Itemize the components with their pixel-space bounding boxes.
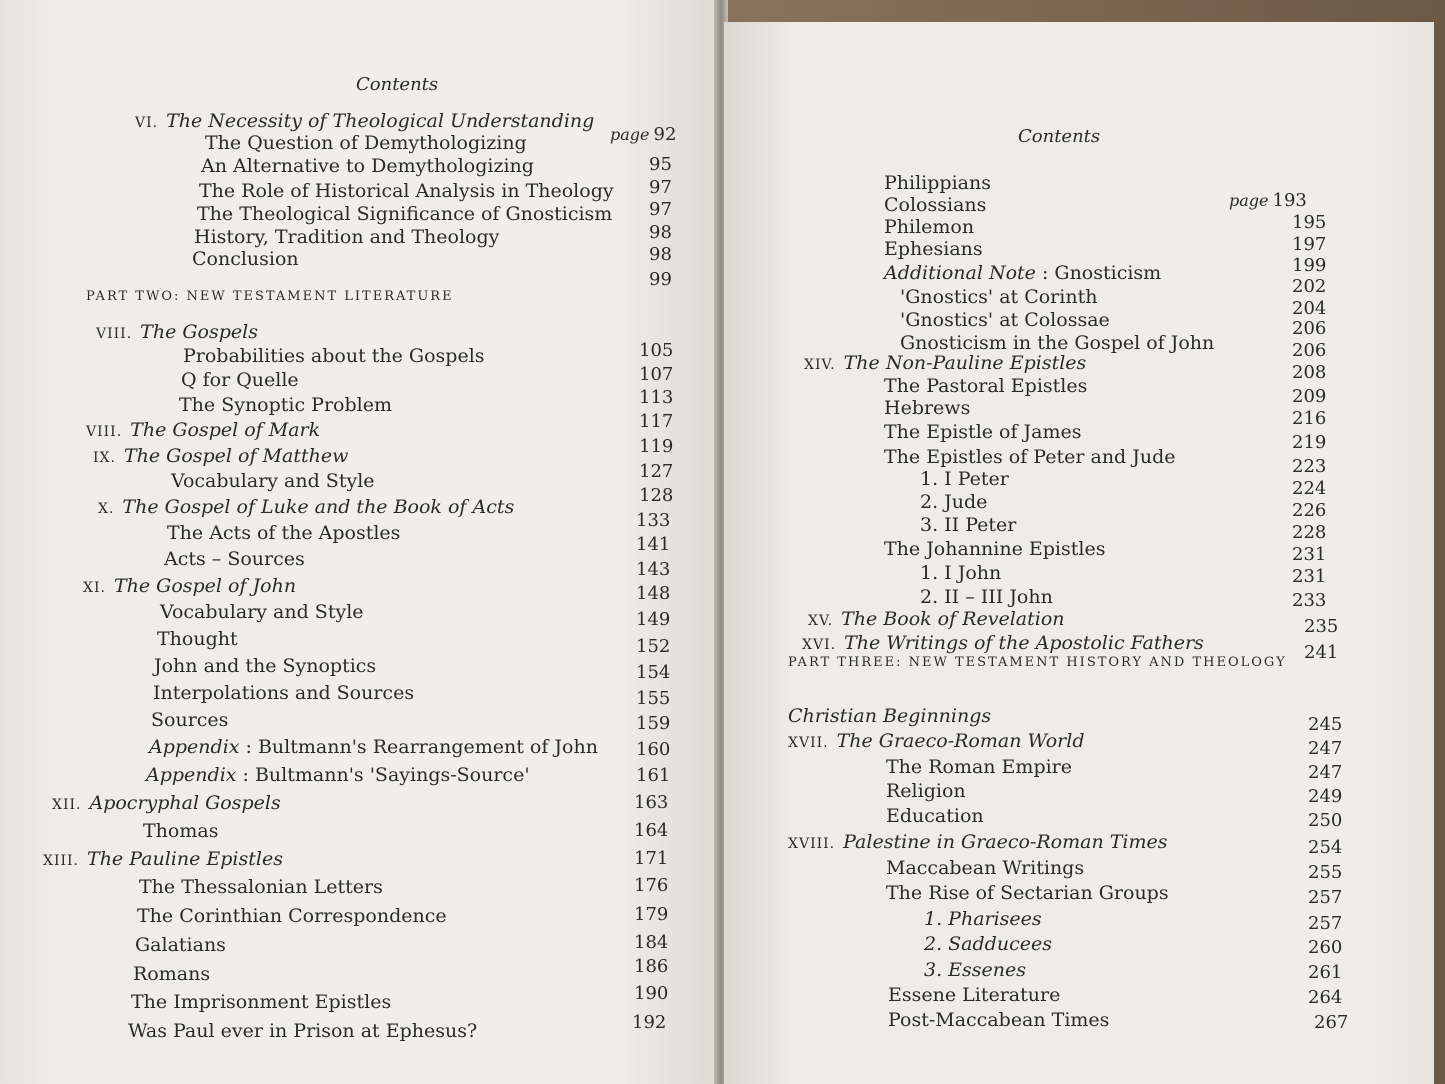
toc-entry (135, 110, 594, 134)
page-number (1308, 962, 1342, 983)
toc-entry (192, 248, 299, 270)
entry-title: The Roman Empire (886, 756, 1073, 778)
entry-title: Gnosticism in the Gospel of John (900, 332, 1215, 354)
toc-entry (179, 394, 392, 416)
entry-title: The Graeco-Roman World (836, 730, 1085, 752)
entry-title: 1. I Peter (920, 468, 1009, 490)
page-number (1292, 276, 1326, 297)
page-number (639, 436, 673, 457)
entry-title: Acts – Sources (164, 548, 305, 570)
entry-title: The Gospels (140, 321, 258, 343)
page-number (1292, 318, 1326, 339)
entry-title: : Bultmann's 'Sayings-Source' (236, 764, 530, 786)
page-value: 99 (649, 269, 672, 290)
page-value: 267 (1314, 1012, 1349, 1033)
page-value: 255 (1308, 862, 1343, 883)
page-value: 155 (636, 688, 671, 709)
page-number (634, 904, 668, 925)
page-value: 195 (1292, 212, 1327, 233)
page-value: 133 (636, 510, 671, 531)
toc-entry (164, 548, 305, 570)
page-value: 226 (1292, 500, 1327, 521)
page-value: 164 (634, 820, 669, 841)
page-value: 163 (634, 792, 669, 813)
page-value: 186 (634, 956, 669, 977)
page-number (634, 820, 668, 841)
page-number (639, 364, 673, 385)
chapter-number: VIII. (96, 326, 133, 342)
page-value: 228 (1292, 522, 1327, 543)
page-number (1308, 837, 1342, 858)
page-number (636, 739, 670, 760)
page-value: 127 (639, 461, 674, 482)
page-number (1292, 340, 1326, 361)
toc-entry (160, 601, 364, 623)
page-value: 199 (1292, 255, 1327, 276)
chapter-number: XII. (52, 797, 82, 813)
page-value: 261 (1308, 962, 1343, 983)
page-number (634, 932, 668, 953)
entry-title: The Epistles of Peter and Jude (884, 446, 1176, 468)
entry-prefix: Appendix (146, 764, 237, 786)
page-value: 184 (634, 932, 669, 953)
page-number (634, 792, 668, 813)
toc-entry (884, 194, 986, 216)
page-number (649, 199, 672, 220)
page-number (636, 662, 670, 683)
page-value: 152 (636, 636, 671, 657)
page-value: 254 (1308, 837, 1343, 858)
toc-entry (900, 286, 1097, 308)
entry-title: Essene Literature (888, 984, 1061, 1006)
page-value: 98 (649, 222, 672, 243)
page-value: 250 (1308, 810, 1343, 831)
page-number (1292, 566, 1326, 587)
page-value: 257 (1308, 887, 1343, 908)
entry-title: The Pauline Epistles (87, 848, 283, 870)
page-value: 149 (636, 609, 671, 630)
page-number (1292, 234, 1326, 255)
toc-entry (788, 730, 1084, 754)
toc-entry (886, 756, 1072, 778)
toc-entry (98, 496, 514, 520)
page-value: 171 (634, 848, 669, 869)
entry-title: Probabilities about the Gospels (183, 345, 485, 367)
toc-entry (146, 764, 530, 786)
page-value: 197 (1292, 234, 1327, 255)
entry-title: Hebrews (884, 397, 971, 419)
toc-entry (149, 736, 598, 758)
page-number (1304, 642, 1338, 663)
page-number (1292, 298, 1326, 319)
toc-entry (886, 882, 1169, 904)
page-value: 219 (1292, 432, 1327, 453)
chapter-number: VIII. (86, 424, 123, 440)
entry-title: Religion (886, 780, 966, 802)
entry-title: The Question of Demythologizing (205, 132, 527, 154)
page-number (636, 534, 670, 555)
page-value: 257 (1308, 913, 1343, 934)
page-number (639, 485, 673, 506)
page-value: 209 (1292, 386, 1327, 407)
entry-title: : Bultmann's Rearrangement of John (239, 736, 598, 758)
page-number (1308, 810, 1342, 831)
toc-entry (884, 397, 970, 419)
entry-title: : Gnosticism (1035, 262, 1162, 284)
page-value: 176 (634, 875, 669, 896)
toc-entry (43, 848, 283, 872)
toc-entry (884, 238, 983, 260)
page-value: 105 (639, 340, 674, 361)
toc-entry (137, 905, 447, 927)
toc-entry (96, 321, 258, 345)
entry-title: Post-Maccabean Times (888, 1009, 1110, 1031)
page-value: 216 (1292, 408, 1327, 429)
toc-entry (788, 831, 1168, 855)
entry-title: Ephesians (884, 238, 983, 260)
entry-title: Education (886, 805, 984, 827)
entry-title: The Pastoral Epistles (884, 375, 1088, 397)
page-value: 192 (632, 1012, 667, 1033)
entry-title: Colossians (884, 194, 987, 216)
page-value: 92 (653, 124, 677, 145)
page-value: 193 (1272, 190, 1307, 211)
entry-title: 2. Jude (920, 491, 988, 513)
page-value: 204 (1292, 298, 1327, 319)
page-number (1292, 212, 1326, 233)
entry-title: 'Gnostics' at Corinth (900, 286, 1098, 308)
page-number (1308, 987, 1342, 1008)
page-value: 247 (1308, 738, 1343, 759)
toc-entry (920, 514, 1016, 536)
page-value: 235 (1304, 616, 1339, 637)
page-number (1292, 408, 1326, 429)
page-value: 117 (639, 411, 674, 432)
part-two-heading: PART TWO: NEW TESTAMENT LITERATURE (86, 289, 454, 304)
page-number (1292, 522, 1326, 543)
page-number (610, 124, 676, 145)
toc-entry (86, 419, 320, 443)
page-value: 233 (1292, 590, 1327, 611)
toc-entry (888, 984, 1060, 1006)
right-page-header: Contents (1018, 126, 1101, 147)
page-number (636, 559, 670, 580)
page-value: 245 (1308, 714, 1343, 735)
page-number (1292, 500, 1326, 521)
toc-entry (920, 468, 1009, 490)
page-number (639, 411, 673, 432)
entry-title: The Role of Historical Analysis in Theology (199, 180, 614, 202)
entry-title: Q for Quelle (181, 369, 299, 391)
chapter-number: IX. (93, 450, 116, 466)
entry-title: Sources (151, 709, 229, 731)
entry-title: The Necessity of Theological Understanding (166, 110, 595, 132)
entry-title: Vocabulary and Style (171, 470, 375, 492)
page-number (632, 1012, 666, 1033)
toc-entry (808, 608, 1065, 632)
page-value: 113 (639, 387, 674, 408)
toc-entry (924, 908, 1042, 930)
entry-title: The Non-Pauline Epistles (843, 352, 1087, 374)
entry-title: The Gospel of John (113, 575, 297, 597)
page-number (1292, 386, 1326, 407)
page-value: 107 (639, 364, 674, 385)
page-value: 206 (1292, 318, 1327, 339)
entry-title: 1. I John (920, 562, 1002, 584)
chapter-number: XV. (808, 613, 834, 629)
entry-prefix: Additional Note (884, 262, 1036, 284)
toc-entry (133, 963, 210, 985)
toc-entry (920, 586, 1053, 608)
page-number (649, 154, 672, 175)
page-number (1292, 362, 1326, 383)
page-value: 231 (1292, 566, 1327, 587)
page-number (1304, 616, 1338, 637)
entry-title: The Acts of the Apostles (167, 522, 401, 544)
page-value: 154 (636, 662, 671, 683)
entry-title: The Epistle of James (884, 421, 1082, 443)
page-number (649, 269, 672, 290)
page-value: 247 (1308, 762, 1343, 783)
entry-title: 3. II Peter (920, 514, 1017, 536)
page-number (649, 222, 672, 243)
page-number (1308, 887, 1342, 908)
page-value: 224 (1292, 478, 1327, 499)
toc-entry (157, 628, 238, 650)
page-value: 208 (1292, 362, 1327, 383)
entry-title: Vocabulary and Style (160, 601, 364, 623)
part-three-heading: PART THREE: NEW TESTAMENT HISTORY AND THEOLOGY (788, 655, 1287, 670)
toc-entry (884, 421, 1082, 443)
page-number (636, 713, 670, 734)
toc-entry (888, 1009, 1109, 1031)
page-number (634, 875, 668, 896)
toc-entry (197, 203, 612, 225)
entry-title: Romans (133, 963, 211, 985)
toc-entry (900, 309, 1110, 331)
entry-title: The Johannine Epistles (884, 538, 1106, 560)
page-value: 231 (1292, 544, 1327, 565)
toc-entry (139, 876, 383, 898)
entry-title: The Theological Significance of Gnosticism (197, 203, 613, 225)
toc-entry (900, 332, 1214, 354)
entry-title: Conclusion (192, 248, 299, 270)
page-value: 97 (649, 199, 672, 220)
toc-entry (167, 522, 400, 544)
page-label: page (610, 125, 650, 144)
page-value: 264 (1308, 987, 1343, 1008)
entry-title: 3. Essenes (924, 959, 1027, 981)
page-value: 95 (649, 154, 672, 175)
page-number (636, 688, 670, 709)
toc-entry (135, 934, 226, 956)
entry-title: An Alternative to Demythologizing (201, 155, 534, 177)
toc-entry (171, 470, 375, 492)
toc-entry (128, 1020, 477, 1042)
toc-entry (143, 820, 218, 842)
page-number (649, 177, 672, 198)
toc-entry (884, 375, 1087, 397)
page-value: 190 (634, 983, 669, 1004)
entry-title: Interpolations and Sources (153, 682, 415, 704)
toc-entry (181, 369, 299, 391)
toc-entry (83, 575, 296, 599)
toc-entry (153, 682, 414, 704)
entry-title: History, Tradition and Theology (194, 226, 500, 248)
page-number (1314, 1012, 1348, 1033)
page-label: page (1229, 191, 1269, 210)
entry-title: The Synoptic Problem (179, 394, 392, 416)
entry-title: John and the Synoptics (154, 655, 377, 677)
toc-entry (194, 226, 499, 248)
page-number (1292, 255, 1326, 276)
chapter-number: XI. (83, 580, 106, 596)
entry-title: 1. Pharisees (924, 908, 1042, 930)
toc-entry (205, 132, 527, 154)
page-value: 160 (636, 739, 671, 760)
chapter-number: XVI. (802, 637, 837, 653)
page-value: 260 (1308, 937, 1343, 958)
page-number (639, 340, 673, 361)
page-number (1308, 786, 1342, 807)
chapter-number: XIII. (43, 853, 80, 869)
chapter-number: XVIII. (788, 836, 836, 852)
left-page (0, 0, 718, 1084)
entry-title: Galatians (135, 934, 226, 956)
toc-entry (201, 155, 534, 177)
toc-entry (884, 446, 1176, 468)
entry-title: The Corinthian Correspondence (137, 905, 447, 927)
page-number (1292, 478, 1326, 499)
entry-title: Was Paul ever in Prison at Ephesus? (128, 1020, 478, 1042)
toc-entry (52, 792, 281, 816)
page-value: 141 (636, 534, 671, 555)
page-number (1292, 456, 1326, 477)
page-number (1308, 762, 1342, 783)
page-number (639, 461, 673, 482)
toc-entry (886, 780, 966, 802)
toc-entry (884, 172, 991, 194)
page-number (1308, 862, 1342, 883)
page-number (636, 636, 670, 657)
right-page (724, 22, 1434, 1084)
page-value: 119 (639, 436, 674, 457)
toc-entry (199, 180, 614, 202)
page-number (1308, 738, 1342, 759)
page-number (1308, 937, 1342, 958)
chapter-number: XIV. (804, 357, 836, 373)
entry-title: Thomas (143, 820, 219, 842)
entry-title: The Gospel of Matthew (123, 445, 349, 467)
chapter-number: XVII. (788, 735, 829, 751)
page-number (636, 583, 670, 604)
chapter-number: VI. (135, 115, 159, 131)
page-number (1308, 714, 1342, 735)
page-value: 97 (649, 177, 672, 198)
entry-title: The Thessalonian Letters (139, 876, 383, 898)
page-value: 161 (636, 765, 671, 786)
entry-title: 2. II – III John (920, 586, 1053, 608)
entry-title: Philippians (884, 172, 991, 194)
page-number (634, 956, 668, 977)
page-number (636, 510, 670, 531)
page-number (634, 848, 668, 869)
page-value: 206 (1292, 340, 1327, 361)
toc-entry (920, 562, 1001, 584)
page-value: 223 (1292, 456, 1327, 477)
page-number (1292, 544, 1326, 565)
entry-title: The Rise of Sectarian Groups (886, 882, 1169, 904)
toc-entry (884, 216, 974, 238)
toc-entry (924, 933, 1052, 955)
entry-title: 2. Sadducees (924, 933, 1052, 955)
chapter-number: X. (98, 501, 115, 517)
page-value: 143 (636, 559, 671, 580)
toc-entry (920, 491, 987, 513)
page-number (639, 387, 673, 408)
page-number (1229, 190, 1307, 211)
entry-title: Maccabean Writings (886, 857, 1085, 879)
toc-entry (154, 655, 376, 677)
toc-entry (804, 352, 1086, 376)
toc-entry (802, 632, 1204, 656)
entry-title: The Gospel of Luke and the Book of Acts (122, 496, 515, 518)
page-value: 128 (639, 485, 674, 506)
entry-title: 'Gnostics' at Colossae (900, 309, 1110, 331)
entry-title: The Book of Revelation (841, 608, 1065, 630)
toc-entry (924, 959, 1026, 981)
entry-title: The Writings of the Apostolic Fathers (844, 632, 1204, 654)
page-value: 249 (1308, 786, 1343, 807)
toc-entry (788, 705, 991, 727)
toc-entry (886, 805, 984, 827)
entry-title: Apocryphal Gospels (89, 792, 281, 814)
toc-entry (884, 538, 1105, 560)
entry-title: The Gospel of Mark (130, 419, 321, 441)
page-value: 98 (649, 244, 672, 265)
entry-title: Thought (157, 628, 238, 650)
toc-entry (131, 991, 391, 1013)
page-number (636, 609, 670, 630)
toc-entry (884, 262, 1161, 284)
toc-entry (183, 345, 485, 367)
page-value: 241 (1304, 642, 1339, 663)
page-number (1308, 913, 1342, 934)
left-page-header: Contents (356, 74, 439, 95)
page-value: 159 (636, 713, 671, 734)
page-value: 179 (634, 904, 669, 925)
entry-title: Philemon (884, 216, 975, 238)
entry-title: The Imprisonment Epistles (131, 991, 392, 1013)
entry-title: Christian Beginnings (788, 705, 992, 727)
page-value: 148 (636, 583, 671, 604)
page-number (634, 983, 668, 1004)
entry-prefix: Appendix (149, 736, 240, 758)
entry-title: Palestine in Graeco-Roman Times (843, 831, 1168, 853)
toc-entry (151, 709, 228, 731)
toc-entry (93, 445, 348, 469)
page-number (1292, 590, 1326, 611)
page-number (636, 765, 670, 786)
page-number (649, 244, 672, 265)
page-value: 202 (1292, 276, 1327, 297)
toc-entry (886, 857, 1084, 879)
page-number (1292, 432, 1326, 453)
